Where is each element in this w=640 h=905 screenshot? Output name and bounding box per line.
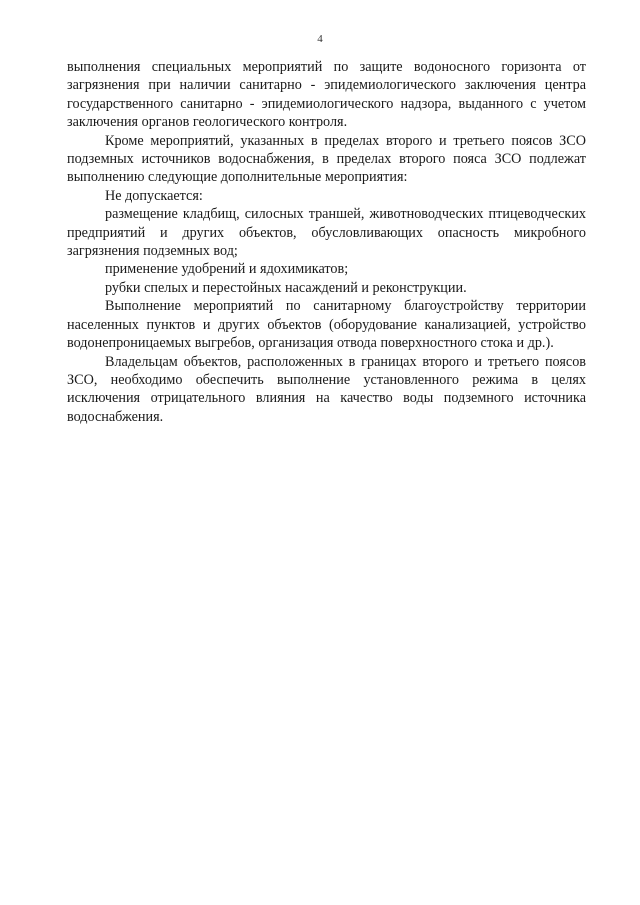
paragraph-sanitary-improvement: Выполнение мероприятий по санитарному благоустройству территории населенных пунктов и других объектов (оборудование канализацией, устройство водонепроницаемых выгребов, организация отвода поверхностного стока и др.). — [67, 298, 586, 352]
paragraph-not-allowed-heading: Не допускается: — [105, 187, 203, 204]
paragraph-additional-measures: Кроме мероприятий, указанных в пределах второго и третьего поясов ЗСО подземных источников водоснабжения, в пределах второго пояса ЗСО подлежат выполнению следующие дополнительные мероприятия: — [67, 132, 586, 186]
list-item-fertilizers: применение удобрений и ядохимикатов; — [105, 261, 349, 278]
page-number: 4 — [317, 33, 323, 45]
paragraph-continuation: выполнения специальных мероприятий по защите водоносного горизонта от загрязнения при наличии санитарно - эпидемиологического заключения центра государственного санитарно - эпидемиологического надзора, выданного с учетом заключения органов геологического контроля. — [67, 59, 586, 131]
list-item-logging: рубки спелых и перестойных насаждений и реконструкции. — [105, 279, 467, 296]
list-item-placement: размещение кладбищ, силосных траншей, животноводческих птицеводческих предприятий и других объектов, обусловливающих опасность микробного загрязнения подземных вод; — [67, 206, 586, 260]
paragraph-owners-obligation: Владельцам объектов, расположенных в границах второго и третьего поясов ЗСО, необходимо обеспечить выполнение установленного режима в целях исключения отрицательного влияния на качество воды подземного источника водоснабжения. — [67, 353, 586, 425]
document-body — [67, 58, 586, 426]
